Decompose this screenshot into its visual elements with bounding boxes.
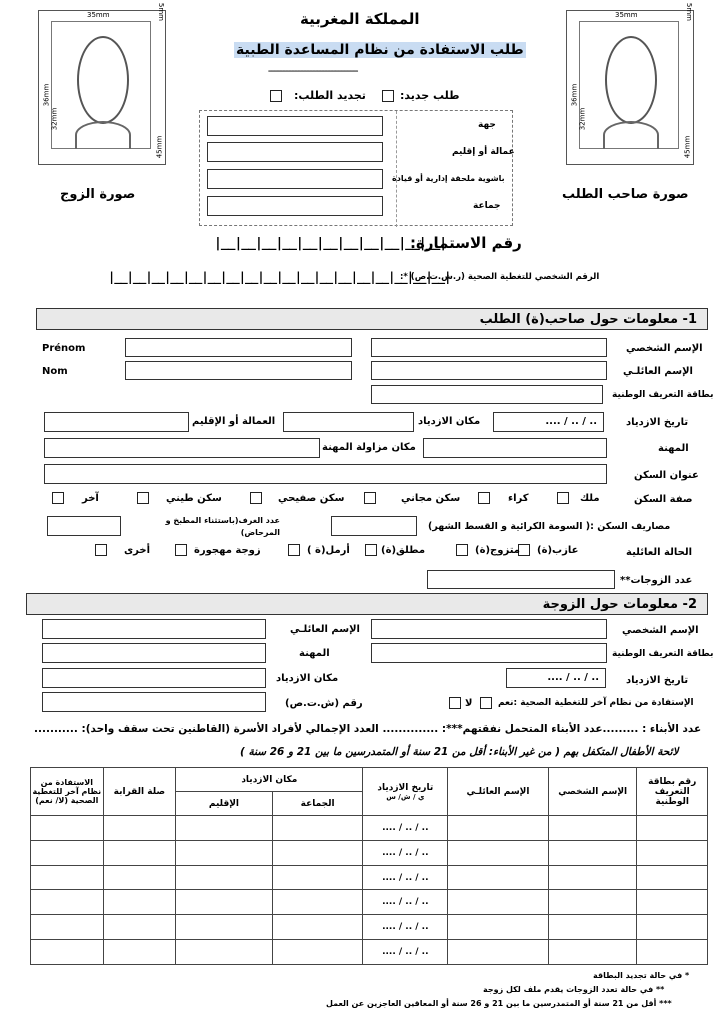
marital-abandoned-label: زوجة مهجورة [194,545,261,556]
table-cell[interactable] [103,816,176,841]
housing-rent-checkbox[interactable] [478,492,490,504]
renew-request-checkbox[interactable] [270,90,282,102]
s2-birth-place-label: مكان الازدياد [276,673,339,684]
marital-widow-checkbox[interactable] [288,544,300,556]
housing-tin-checkbox[interactable] [250,492,262,504]
dim-left-b: 32mm [50,107,59,131]
col-birth-date-sub: ي / ش/ س [386,792,425,801]
table-cell[interactable] [448,816,549,841]
s1-work-place-label: مكان مزاولة المهنة [322,442,416,453]
s2-coverage-no-checkbox[interactable] [449,697,461,709]
table-cell[interactable] [272,915,363,940]
s1-work-place-input[interactable] [44,438,320,458]
s2-profession-input[interactable] [42,643,266,663]
table-row [31,940,708,965]
s1-first-name-ar-input[interactable] [371,338,607,357]
s1-prenom-label: Prénom [42,343,86,354]
s2-birth-place-input[interactable] [42,668,266,688]
birth-date-cell[interactable]: .. / .. / .... [363,840,448,865]
table-cell[interactable] [448,840,549,865]
s2-last-name-label: الإسم العائلـي [290,624,360,635]
table-cell[interactable] [637,915,708,940]
birth-date-cell[interactable]: .. / .. / .... [363,915,448,940]
table-cell[interactable] [637,865,708,890]
s1-last-name-label: الإسم العائلـي [623,366,693,377]
admin-region-input[interactable] [207,116,383,136]
table-cell[interactable] [448,915,549,940]
s1-housing-cost-input[interactable] [331,516,417,536]
form-number-segments[interactable]: |__|__|__|__|__|__|__|__|__|__|__| [214,236,447,251]
s2-birth-date-label: تاريخ الازدياد [626,675,689,686]
housing-other-checkbox[interactable] [52,492,64,504]
kingdom-title: المملكة المغربية [300,10,420,28]
new-request-label: طلب جديد: [400,89,460,102]
form-number-label: رقم الاستمارة: [410,234,522,252]
dim-bottom: 45mm [155,135,164,159]
dim-left-a: 36mm [570,83,579,107]
table-cell[interactable] [176,816,273,841]
s2-first-name-label: الإسم الشخصي [622,625,699,636]
s1-housing-cost-label: مصاريف السكن :( السومة الكرائية و القسط الشهر) [428,521,671,532]
renew-request-label: تجديد الطلب: [294,89,366,102]
table-cell[interactable] [31,865,104,890]
s1-id-card-label: بطاقة التعريف الوطنية [612,390,713,400]
housing-mud-label: سكن طيني [166,493,222,504]
table-row [31,840,708,865]
table-cell[interactable] [31,890,104,915]
s1-marital-status-label: الحالة العائلية [626,547,693,558]
marital-married-checkbox[interactable] [456,544,468,556]
housing-free-label: سكن مجاني [401,493,461,504]
s1-birth-place-label: مكان الازدياد [418,416,481,427]
table-cell[interactable] [31,915,104,940]
table-cell[interactable] [548,915,637,940]
s2-id-card-label: بطاقة التعريف الوطنية [612,649,713,659]
admin-prefecture-label: عمالة أو إقليم [452,147,515,157]
table-cell[interactable] [448,865,549,890]
admin-district-label: باشوية ملحقة إدارية أو قيادة [392,174,505,183]
table-cell[interactable] [31,840,104,865]
s2-profession-label: المهنة [299,648,330,659]
table-cell[interactable] [103,865,176,890]
table-row [31,890,708,915]
section2-header: 2- معلومات حول الزوجة [26,593,708,615]
s1-birth-date-label: تاريخ الازدياد [626,417,689,428]
photo-oval-stand [75,121,131,149]
table-cell[interactable] [448,890,549,915]
dim-left-a: 36mm [42,83,51,107]
table-cell[interactable] [272,940,363,965]
table-cell[interactable] [548,890,637,915]
table-cell[interactable] [448,940,549,965]
table-cell[interactable] [637,840,708,865]
marital-widow-label: أرمل(ة ) [307,545,350,556]
dim-left-b: 32mm [578,107,587,131]
dim-right: 5mm [685,2,693,21]
applicant-photo-frame [566,2,694,165]
note-2: ** في حالة تعدد الزوجات يقدم ملف لكل زوجة [483,985,665,994]
table-cell[interactable] [272,840,363,865]
note-3: *** أقل من 21 سنة أو المتمدرسين ما بين 21 و 26 سنة أو المعاقين العاجزين عن العمل [326,999,672,1008]
s1-last-name-ar-input[interactable] [371,361,607,380]
dim-top: 35mm [87,11,110,19]
table-cell[interactable] [548,865,637,890]
s1-nom-input[interactable] [125,361,352,380]
s1-wives-count-label: عدد الزوجات** [620,575,693,586]
housing-tin-label: سكن صفيحي [278,493,345,504]
s1-birth-place-input[interactable] [283,412,414,432]
s2-last-name-input[interactable] [42,619,266,639]
table-row [31,915,708,940]
health-number-segments[interactable]: |__|__|__|__|__|__|__|__|__|__|__|__|__|__|__|__|__|__| [108,270,451,284]
s1-prefecture-label: العمالة أو الإقليم [192,416,276,427]
photo-oval [77,36,129,124]
s2-first-name-input[interactable] [371,619,607,639]
col-province: الإقليم [176,792,273,816]
table-cell[interactable] [176,865,273,890]
marital-single-label: عازب(ة) [537,545,579,556]
marital-other-label: أخرى [124,545,151,556]
s1-housing-type-label: صفة السكن [634,494,693,505]
table-cell[interactable] [272,890,363,915]
applicant-photo-label: صورة صاحب الطلب [562,187,689,202]
table-cell[interactable] [103,915,176,940]
housing-other-label: آخر [82,493,99,504]
table-cell[interactable] [548,940,637,965]
table-cell[interactable] [176,915,273,940]
s2-other-coverage-label: الإستفادة من نظام آخر للتغطية الصحية :نعم [498,698,694,708]
birth-date-cell[interactable]: .. / .. / .... [363,940,448,965]
photo-oval [605,36,657,124]
table-cell[interactable] [103,890,176,915]
housing-own-label: ملك [580,493,600,504]
col-birth-date [363,768,448,816]
photo-oval-stand [603,121,659,149]
col-relation: صلة القرابة [103,768,176,816]
spouse-photo-frame [38,2,166,165]
admin-divider [396,111,397,227]
s1-birth-date-input[interactable]: .. / .. / .... [493,412,604,432]
admin-commune-input[interactable] [207,196,383,216]
housing-rent-label: كراء [508,493,529,504]
admin-region-label: جهة [478,120,496,130]
table-cell[interactable] [103,940,176,965]
birth-date-cell[interactable]: .. / .. / .... [363,890,448,915]
section1-header: 1- معلومات حول صاحب(ة) الطلب [36,308,708,330]
housing-own-checkbox[interactable] [557,492,569,504]
children-summary: عدد الأبناء : .........عدد الأبناء المتحمل نفقتهم***: .............. العدد الإجمالي لأفراد الأسرة (القاطنين تحت سقف واحد): ........... [34,723,702,735]
table-cell[interactable] [103,840,176,865]
s1-rooms-label: عدد الغرف(باستثناء المطبخ و المرحاض) [165,516,280,537]
note-1: * في حالة تجديد البطاقة [593,971,690,980]
dim-bottom: 45mm [683,135,692,159]
marital-divorced-label: مطلق(ة) [381,545,426,556]
dim-right: 5mm [157,2,165,21]
s1-address-input[interactable] [44,464,607,484]
admin-district-input[interactable] [207,169,383,189]
table-row [31,816,708,841]
table-cell[interactable] [176,840,273,865]
col-id-card: رقم بطاقة التعريف الوطنية [637,768,708,816]
housing-free-checkbox[interactable] [364,492,376,504]
col-commune: الجماعة [272,792,363,816]
s2-health-number-label: رقم (ش.ت.ص) [285,698,363,709]
col-last-name: الإسم العائلـي [448,768,549,816]
birth-date-cell[interactable]: .. / .. / .... [363,865,448,890]
table-cell[interactable] [31,816,104,841]
table-cell[interactable] [272,865,363,890]
admin-prefecture-input[interactable] [207,142,383,162]
form-title: طلب الاستفادة من نظام المساعدة الطبية [236,42,524,58]
s1-rooms-input[interactable] [47,516,121,536]
table-cell[interactable] [272,816,363,841]
col-coverage: الاستفادة من نظام آخر للتغطية الصحية (لا/ نعم) [31,768,104,816]
s1-profession-input[interactable] [423,438,607,458]
s1-first-name-label: الإسم الشخصي [626,343,703,354]
s1-profession-label: المهنة [658,443,689,454]
table-row [31,865,708,890]
table-cell[interactable] [31,940,104,965]
s1-id-card-input[interactable] [371,385,603,404]
table-cell[interactable] [548,816,637,841]
table-header-row [31,768,708,792]
admin-commune-label: جماعة [473,201,501,211]
table-cell[interactable] [637,816,708,841]
table-cell[interactable] [637,890,708,915]
s1-wives-count-input[interactable] [427,570,615,589]
table-cell[interactable] [637,940,708,965]
birth-date-cell[interactable]: .. / .. / .... [363,816,448,841]
s2-coverage-no-label: لا [465,698,473,709]
col-first-name: الإسم الشخصي [548,768,637,816]
s2-health-number-input[interactable] [42,692,266,712]
col-birth-place: مكان الازدياد [176,768,363,792]
s1-address-label: عنوان السكن [634,470,699,481]
s2-coverage-yes-checkbox[interactable] [480,697,492,709]
s2-birth-date-input[interactable]: .. / .. / .... [506,668,606,688]
table-cell[interactable] [548,840,637,865]
health-number-label: الرقم الشخصي للتغطية الصحية (ر.ش.ت.ص) *: [400,272,600,282]
col-birth-date-label: تاريخ الازدياد [377,782,434,793]
table-cell[interactable] [176,940,273,965]
title-underline: ------------------------------------------------------------ [268,68,358,75]
marital-divorced-checkbox[interactable] [365,544,377,556]
s2-id-card-input[interactable] [371,643,607,663]
marital-other-checkbox[interactable] [95,544,107,556]
table-cell[interactable] [176,890,273,915]
dim-top: 35mm [615,11,638,19]
marital-abandoned-checkbox[interactable] [175,544,187,556]
s1-prefecture-input[interactable] [44,412,189,432]
housing-mud-checkbox[interactable] [137,492,149,504]
children-table [30,767,708,965]
marital-married-label: متزوج(ة) [475,545,520,556]
s1-prenom-input[interactable] [125,338,352,357]
s1-nom-label: Nom [42,366,68,377]
children-list-title: لائحة الأطفال المتكفل بهم ( من غير الأبناء: أقل من 21 سنة أو المتمدرسين ما بين 21 و 26 سنة ) [240,746,679,758]
spouse-photo-label: صورة الزوج [60,187,136,202]
new-request-checkbox[interactable] [382,90,394,102]
